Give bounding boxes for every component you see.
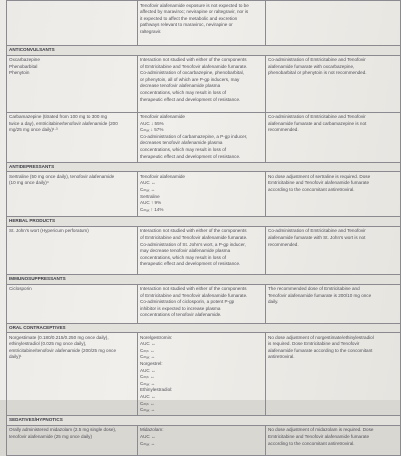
- cell-text-line: or phenytoin, all of which are P-gp inducers, may: [140, 76, 240, 82]
- cell-text-line: antiretroviral.: [268, 354, 295, 360]
- cell-text-line: pathways relevant to maraviroc, nevirapine or: [140, 22, 233, 28]
- cell-text-line: Ciclosporin: [9, 286, 32, 292]
- cell-text-line: daily)¹: [9, 354, 22, 360]
- section-header-row: [7, 416, 401, 426]
- cell-text-line: Cₘₐₓ ↔: [140, 187, 156, 193]
- cell-text-line: Tenofovir alafenamide: [140, 114, 185, 120]
- cell-text-line: twice a day), emtricitabine/tenofovir alafenamide (200: [9, 120, 118, 126]
- cell-text-line: Midazolam:: [140, 427, 164, 433]
- table-row: [7, 425, 401, 455]
- medicinal-product-cell: [7, 226, 138, 274]
- drug-interaction-table: [6, 0, 401, 456]
- cell-text-line: Co-administration of ciclosporin, a potent P-gp: [140, 299, 235, 305]
- cell-text-line: Co-administration of carbamazepine, a P-gp inducer,: [140, 133, 248, 139]
- cell-text-line: AUC ↓ 55%: [140, 120, 164, 126]
- cell-text-line: alafenamide fumarate according to the concomitant: [268, 347, 373, 353]
- cell-text-line: Cₘₐₓ ↔: [140, 440, 156, 446]
- effects-on-drug-levels-cell: [138, 284, 266, 323]
- cell-text-line: Tenofovir alafenamide: [140, 173, 185, 179]
- cell-text-line: mg/25 mg once daily)¹·³: [9, 127, 58, 133]
- medicinal-product-cell: [7, 333, 138, 416]
- cell-text-line: Norelgestromin:: [140, 334, 173, 340]
- cell-text-line: Co-administration of oxcarbazepine, phenobarbital,: [140, 70, 244, 76]
- recommendation-cell: [266, 55, 401, 112]
- cell-text-line: St. John's wort (Hypericum perforatum): [9, 228, 89, 234]
- cell-text-line: Cₘᵢₙ ↔: [140, 400, 155, 406]
- cell-text-line: No dose adjustment of midazolam is required. Dose: [268, 427, 374, 433]
- cell-text-line: daily.: [268, 299, 279, 305]
- table-row: [7, 1, 401, 46]
- cell-text-line: Co-administration of St. John's wort, a P-gp inducer,: [140, 241, 246, 247]
- cell-text-line: Interaction not studied with either of the components: [140, 228, 247, 234]
- recommendation-cell: [266, 172, 401, 217]
- cell-text-line: Interaction not studied with either of the components: [140, 57, 247, 63]
- cell-text-line: Carbamazepine (titrated from 100 mg to 300 mg: [9, 114, 108, 120]
- medicinal-product-cell: [7, 172, 138, 217]
- recommendation-cell: [266, 226, 401, 274]
- cell-text-line: alafenamide fumarate with St. John's wort is not: [268, 235, 366, 241]
- section-title: ANTICONVULSANTS: [7, 46, 401, 56]
- cell-text-line: tenofovir alafenamide (25 mg once daily): [9, 433, 92, 439]
- section-header-row: [7, 274, 401, 284]
- cell-text-line: may decrease tenofovir alafenamide plasma: [140, 248, 231, 254]
- section-header-row: [7, 217, 401, 227]
- cell-text-line: Sertraline: [140, 193, 160, 199]
- cell-text-line: according to the concomitant antiretroviral.: [268, 187, 355, 193]
- cell-text-line: concentrations, which may result in loss of: [140, 254, 227, 260]
- cell-text-line: No dose adjustment of norgestimate/ethinylestradiol: [268, 334, 374, 340]
- cell-text-line: concentrations, which may result in loss of: [140, 147, 227, 153]
- section-header-row: [7, 162, 401, 172]
- cell-text-line: therapeutic effect and development of resistance.: [140, 261, 241, 267]
- cell-text-line: Norgestrel:: [140, 361, 163, 366]
- cell-text-line: Interaction not studied with either of the components: [140, 286, 247, 292]
- effects-on-drug-levels-cell: [138, 425, 266, 455]
- cell-text-line: Co-administration of Emtricitabine and Tenofovir: [268, 228, 366, 234]
- cell-text-line: ethinylestradiol (0.025 mg once daily),: [9, 341, 87, 347]
- cell-text-line: The recommended dose of Emtricitabine and: [268, 286, 360, 292]
- cell-text-line: (10 mg once daily)⁴: [9, 180, 49, 186]
- cell-text-line: affected by maraviroc; nevirapine or raltegravir, nor is: [140, 9, 249, 15]
- table-row: [7, 284, 401, 323]
- effects-on-drug-levels-cell: [138, 55, 266, 112]
- recommendation-cell: [266, 112, 401, 162]
- cell-text-line: recommended.: [268, 127, 299, 133]
- section-title: HERBAL PRODUCTS: [7, 217, 401, 227]
- cell-text-line: AUC ↔: [140, 393, 156, 399]
- cell-text-line: concentrations of tenofovir alafenamide.: [140, 312, 222, 318]
- cell-text-line: No dose adjustment of sertraline is required. Dose: [268, 173, 371, 179]
- cell-text-line: Cₘₐₓ ↓ 57%: [140, 127, 164, 133]
- cell-text-line: of Emtricitabine and Tenofovir alafenamide fumarate.: [140, 63, 248, 69]
- section-title: IMMUNOSUPPRESSANTS: [7, 274, 401, 284]
- cell-text-line: Emtricitabine and Tenofovir alafenamide fumarate: [268, 433, 370, 439]
- cell-text-line: alafenamide fumarate and carbamazepine is not: [268, 120, 367, 126]
- recommendation-cell: [266, 284, 401, 323]
- medicinal-product-cell: [7, 1, 138, 46]
- effects-on-drug-levels-cell: [138, 226, 266, 274]
- cell-text-line: Cₘᵢₙ ↔: [140, 374, 155, 380]
- cell-text-line: Sertraline (50 mg once daily), tenofovir alafenamide: [9, 173, 115, 179]
- cell-text-line: Ethinylestradiol:: [140, 387, 173, 393]
- cell-text-line: of Emtricitabine and Tenofovir alafenamide fumarate.: [140, 235, 248, 241]
- recommendation-cell: [266, 1, 401, 46]
- cell-text-line: AUC ↑ 9%: [140, 200, 162, 206]
- cell-text-line: Cₘₐₓ ↔: [140, 380, 156, 386]
- cell-text-line: Phenobarbital: [9, 63, 38, 69]
- cell-text-line: Cₘₐₓ ↔: [140, 354, 156, 360]
- cell-text-line: Cₘᵢₙ ↔: [140, 347, 155, 353]
- cell-text-line: Co-administration of Emtricitabine and Tenofovir: [268, 114, 366, 120]
- cell-text-line: AUC ↔: [140, 180, 156, 186]
- cell-text-line: decreases tenofovir alafenamide plasma: [140, 140, 223, 146]
- cell-text-line: raltegravir.: [140, 28, 162, 34]
- cell-text-line: Tenofovir alafenamide fumarate is 200/10 mg once: [268, 292, 372, 298]
- cell-text-line: of Emtricitabine and Tenofovir alafenamide fumarate.: [140, 292, 248, 298]
- effects-on-drug-levels-cell: [138, 172, 266, 217]
- cell-text-line: alafenamide fumarate with oxcarbazepine,: [268, 63, 355, 69]
- cell-text-line: Cₘₐₓ ↔: [140, 407, 156, 413]
- recommendation-cell: [266, 425, 401, 455]
- cell-text-line: phenobarbital or phenytoin is not recommended.: [268, 70, 367, 76]
- cell-text-line: Phenytoin: [9, 70, 30, 76]
- recommendation-cell: [266, 333, 401, 416]
- cell-text-line: recommended.: [268, 241, 299, 247]
- cell-text-line: AUC ↔: [140, 341, 156, 347]
- cell-text-line: emtricitabine/tenofovir alafenamide (200/25 mg once: [9, 347, 116, 353]
- table-row: [7, 172, 401, 217]
- table-row: [7, 55, 401, 112]
- cell-text-line: Co-administration of Emtricitabine and Tenofovir: [268, 57, 366, 63]
- section-header-row: [7, 46, 401, 56]
- medicinal-product-cell: [7, 55, 138, 112]
- table-row: [7, 112, 401, 162]
- section-title: SEDATIVES/HYPNOTICS: [7, 416, 401, 426]
- cell-text-line: AUC ↔: [140, 367, 156, 373]
- table-row: [7, 333, 401, 416]
- cell-text-line: Tenofovir alafenamide exposure is not expected to be: [140, 2, 249, 8]
- cell-text-line: it expected to affect the metabolic and excretion: [140, 15, 238, 21]
- cell-text-line: Orally administered midazolam (2.5 mg single dose),: [9, 427, 117, 433]
- cell-text-line: therapeutic effect and development of resistance.: [140, 96, 241, 102]
- section-title: ANTIDEPRESSANTS: [7, 162, 401, 172]
- cell-text-line: Oxcarbazepine: [9, 57, 40, 63]
- cell-text-line: Emtricitabine and Tenofovir alafenamide fumarate: [268, 180, 370, 186]
- cell-text-line: Norgestimate (0.180/0.215/0.250 mg once daily),: [9, 334, 109, 340]
- table-row: [7, 226, 401, 274]
- effects-on-drug-levels-cell: [138, 1, 266, 46]
- cell-text-line: Cₘₐₓ ↑ 14%: [140, 206, 164, 212]
- section-title: ORAL CONTRACEPTIVES: [7, 323, 401, 333]
- effects-on-drug-levels-cell: [138, 112, 266, 162]
- cell-text-line: inhibitor is expected to increase plasma: [140, 305, 221, 311]
- section-header-row: [7, 323, 401, 333]
- cell-text-line: concentrations, which may result in loss of: [140, 90, 227, 96]
- cell-text-line: AUC ↔: [140, 433, 156, 439]
- cell-text-line: is required. Dose Emtricitabine and Tenofovir: [268, 341, 360, 347]
- cell-text-line: decrease tenofovir alafenamide plasma: [140, 83, 221, 89]
- cell-text-line: therapeutic effect and development of resistance.: [140, 153, 241, 159]
- cell-text-line: according to the concomitant antiretroviral.: [268, 440, 355, 446]
- effects-on-drug-levels-cell: [138, 333, 266, 416]
- medicinal-product-cell: [7, 284, 138, 323]
- medicinal-product-cell: [7, 112, 138, 162]
- medicinal-product-cell: [7, 425, 138, 455]
